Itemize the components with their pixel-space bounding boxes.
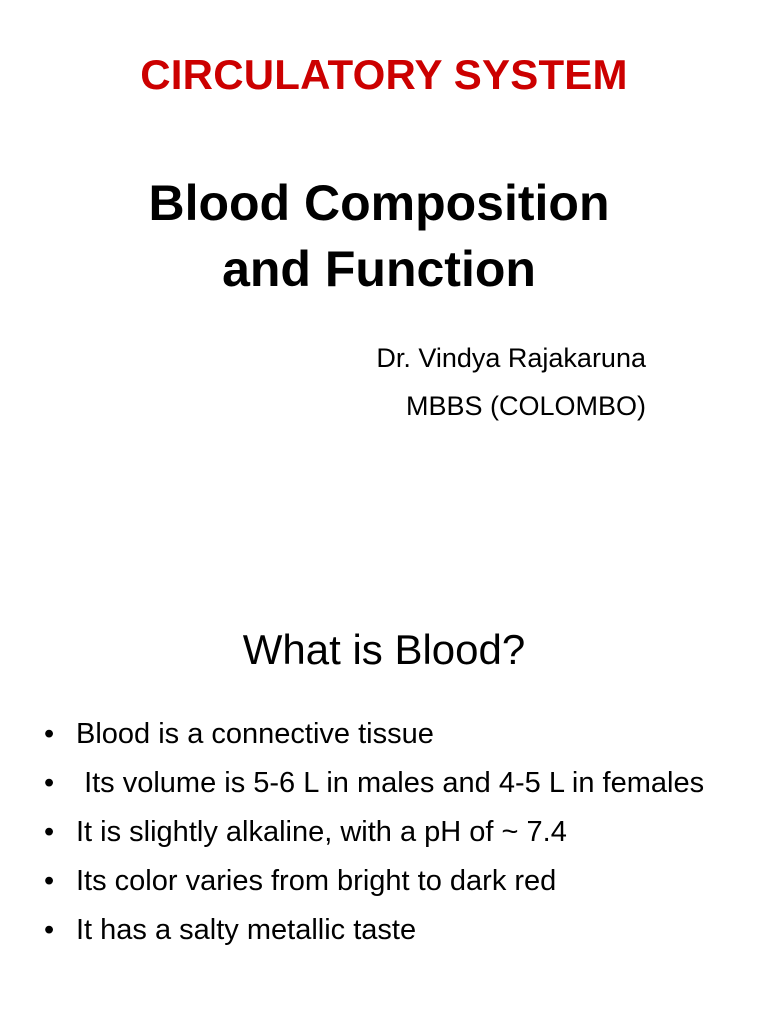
presentation-title bbox=[0, 170, 758, 302]
bullet-item: • Its volume is 5-6 L in males and 4-5 L in females bbox=[42, 763, 722, 803]
bullet-item: • It is slightly alkaline, with a pH of ~ 7.4 bbox=[42, 812, 722, 852]
bullet-item: • Its color varies from bright to dark red bbox=[42, 861, 722, 901]
bullet-item: • It has a salty metallic taste bbox=[42, 910, 722, 950]
title-line-1: Blood Composition bbox=[148, 175, 610, 231]
main-heading: CIRCULATORY SYSTEM bbox=[140, 51, 628, 98]
bullet-list bbox=[42, 714, 722, 959]
slide-what-is-blood bbox=[0, 600, 768, 1024]
author-block bbox=[376, 334, 646, 430]
title-line-2: and Function bbox=[222, 241, 536, 297]
slide-heading: What is Blood? bbox=[242, 626, 526, 673]
author-credentials: MBBS (COLOMBO) bbox=[405, 391, 646, 421]
bullet-item: • Blood is a connective tissue bbox=[42, 714, 722, 754]
author-name: Dr. Vindya Rajakaruna bbox=[376, 343, 646, 373]
